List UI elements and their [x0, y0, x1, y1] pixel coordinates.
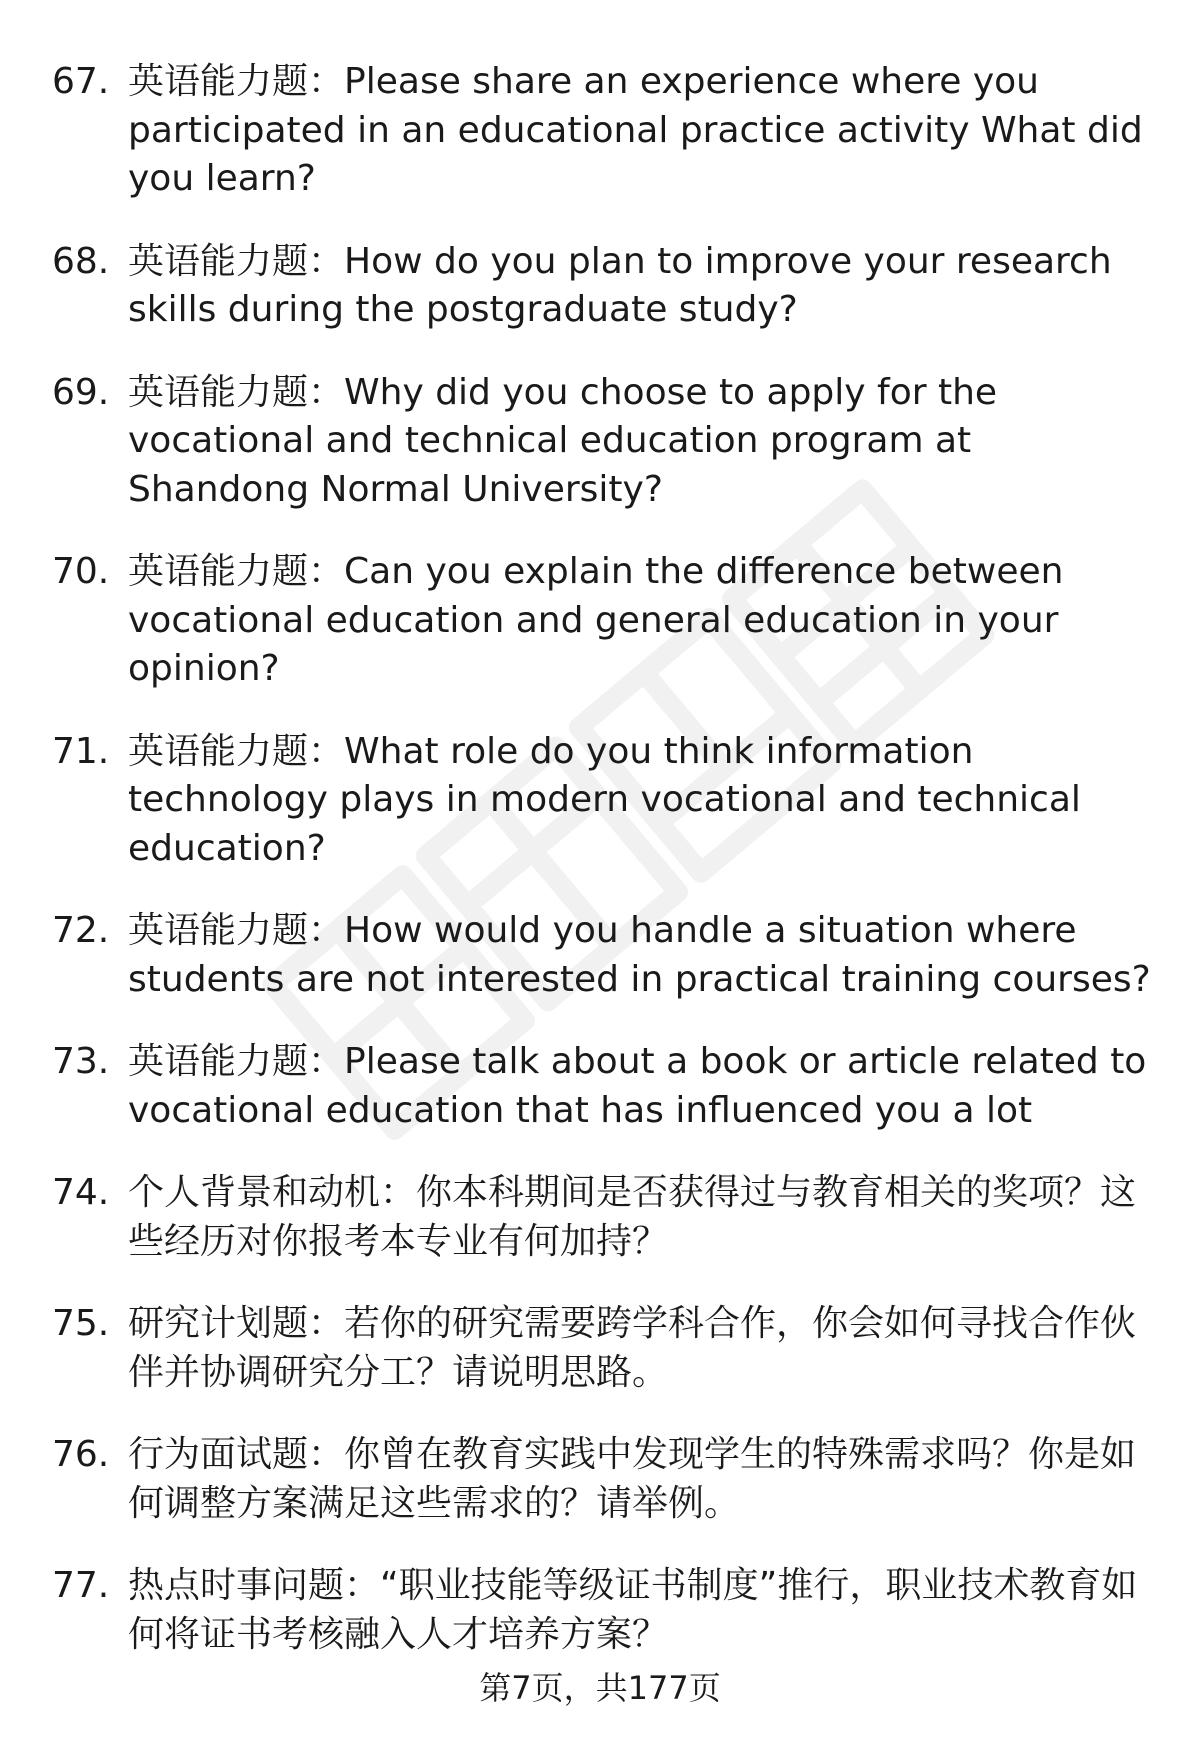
question-number: 72. [52, 910, 110, 951]
category-separator: ： [308, 910, 345, 951]
question-number: 70. [52, 551, 110, 592]
category-separator: ： [308, 551, 345, 592]
category-separator: ： [308, 1434, 345, 1475]
category-separator: ： [308, 61, 345, 102]
question-item [52, 238, 1152, 335]
question-text: How would you handle a situation where students are not interested in practical training courses? [128, 910, 1151, 1000]
question-category: 研究计划题 [128, 1303, 309, 1344]
question-item [52, 907, 1152, 1004]
question-text: What role do you think information technology plays in modern vocational and technical education? [128, 730, 1081, 869]
question-item [52, 548, 1152, 694]
category-separator: ： [308, 730, 345, 772]
question-item [52, 369, 1152, 515]
question-body [128, 907, 1152, 1004]
question-list [52, 58, 1152, 1693]
question-category: 英语能力题 [128, 61, 309, 102]
question-category: 英语能力题 [128, 910, 309, 951]
question-body [128, 1431, 1152, 1528]
question-number: 75. [52, 1303, 110, 1344]
question-number: 73. [52, 1041, 110, 1082]
question-category: 个人背景和动机 [128, 1172, 381, 1213]
question-item [52, 58, 1152, 204]
question-number: 76. [52, 1434, 110, 1475]
question-item [52, 1300, 1152, 1397]
question-number: 68. [52, 240, 110, 282]
question-item [52, 1038, 1152, 1135]
question-body [128, 369, 1152, 515]
question-text: Please talk about a book or article related to vocational education that has influenced you a lot [128, 1041, 1147, 1131]
question-category: 英语能力题 [128, 240, 309, 282]
category-separator: ： [344, 1565, 381, 1606]
category-separator: ： [308, 1303, 345, 1344]
question-text: 若你的研究需要跨学科合作，你会如何寻找合作伙伴并协调研究分工？请说明思路。 [128, 1303, 1137, 1393]
question-category: 英语能力题 [128, 1041, 309, 1082]
question-body [128, 548, 1152, 694]
question-item [52, 728, 1152, 874]
question-number: 69. [52, 371, 110, 413]
question-item [52, 1431, 1152, 1528]
page-footer: 第7页，共177页 [479, 1669, 721, 1707]
question-body [128, 728, 1152, 874]
question-item [52, 1562, 1152, 1659]
category-separator: ： [380, 1172, 417, 1213]
question-body [128, 1562, 1152, 1659]
question-body [128, 1038, 1152, 1135]
category-separator: ： [308, 1041, 345, 1082]
question-text: Why did you choose to apply for the vocational and technical education program at Shandong Normal University? [128, 371, 998, 510]
question-number: 67. [52, 61, 110, 102]
question-category: 热点时事问题 [128, 1565, 345, 1606]
question-body [128, 1169, 1152, 1266]
question-category: 英语能力题 [128, 371, 309, 413]
category-separator: ： [308, 240, 345, 282]
category-separator: ： [308, 371, 345, 413]
question-number: 71. [52, 730, 110, 772]
question-body [128, 58, 1152, 204]
question-body [128, 1300, 1152, 1397]
question-text: How do you plan to improve your research skills during the postgraduate study? [128, 240, 1112, 330]
question-number: 77. [52, 1565, 110, 1606]
question-item [52, 1169, 1152, 1266]
question-text: 你曾在教育实践中发现学生的特殊需求吗？你是如何调整方案满足这些需求的？请举例。 [128, 1434, 1137, 1524]
question-number: 74. [52, 1172, 110, 1213]
question-text: Please share an experience where you participated in an educational practice activity What did you learn? [128, 61, 1143, 199]
question-body [128, 238, 1152, 335]
question-category: 英语能力题 [128, 551, 309, 592]
question-category: 英语能力题 [128, 730, 309, 772]
question-text: “职业技能等级证书制度”推行，职业技术教育如何将证书考核融入人才培养方案？ [128, 1565, 1138, 1655]
question-text: 你本科期间是否获得过与教育相关的奖项？这些经历对你报考本专业有何加持？ [128, 1172, 1137, 1262]
question-text: Can you explain the difference between vocational education and general education in your opinion? [128, 551, 1064, 689]
question-category: 行为面试题 [128, 1434, 309, 1475]
